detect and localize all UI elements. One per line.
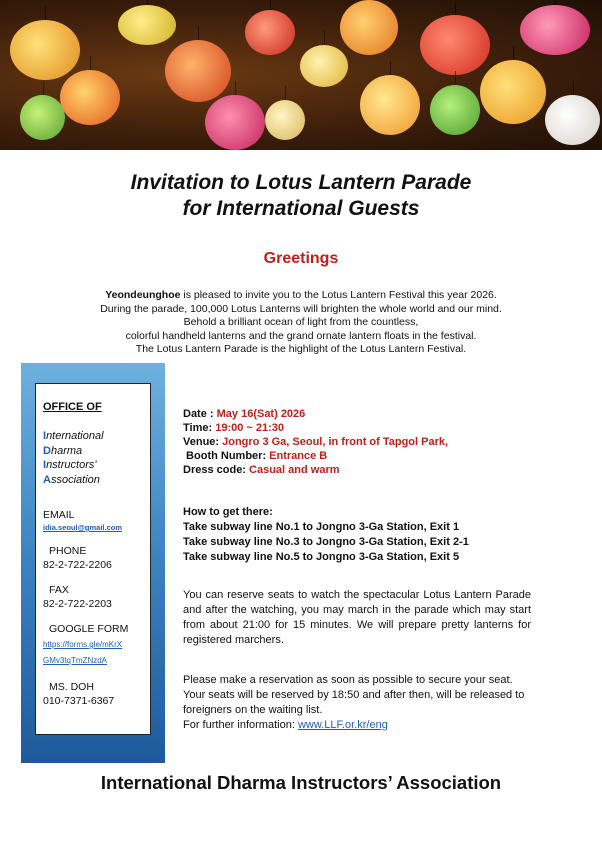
- org-line: [43, 458, 143, 473]
- phone-label: PHONE: [49, 545, 87, 557]
- booth-value: Entrance B: [269, 450, 328, 462]
- date-value: May 16(Sat) 2026: [216, 408, 306, 420]
- office-of-heading: OFFICE OF: [43, 401, 102, 413]
- reservation-paragraph: [183, 673, 531, 733]
- org-line: [43, 444, 143, 459]
- title-line-2: for International Guests: [182, 197, 420, 220]
- contact-person-block: [43, 681, 143, 693]
- org-initial: I: [43, 459, 47, 471]
- phone-value: 82-2-722-2206: [43, 559, 112, 571]
- fax-value: 82-2-722-2203: [43, 598, 112, 610]
- intro-line-1: [0, 289, 602, 303]
- email-block: [43, 509, 143, 532]
- contact-card: [35, 383, 151, 735]
- event-details: [183, 407, 543, 477]
- direction-line: Take subway line No.3 to Jongno 3-Ga Station, Exit 2-1: [183, 536, 469, 548]
- time-row: [183, 421, 543, 435]
- google-form-label: GOOGLE FORM: [49, 623, 129, 635]
- fax-label: FAX: [49, 584, 69, 596]
- time-value: 19:00 ~ 21:30: [215, 422, 285, 434]
- org-line: [43, 473, 143, 488]
- venue-label: Venue:: [183, 436, 223, 448]
- phone-block: [43, 545, 143, 557]
- org-initial: D: [43, 444, 51, 457]
- festival-website-link[interactable]: www.LLF.or.kr/eng: [297, 719, 388, 731]
- further-info-line: [183, 718, 531, 733]
- lantern-banner-image: [0, 0, 602, 150]
- contact-person-name: MS. DOH: [49, 681, 94, 693]
- email-label: EMAIL: [43, 509, 75, 521]
- booth-label: Booth Number:: [183, 450, 270, 462]
- org-initial: A: [43, 473, 51, 486]
- venue-row: [183, 435, 543, 449]
- direction-line: Take subway line No.1 to Jongno 3-Ga Station, Exit 1: [183, 521, 460, 533]
- org-word: harma: [50, 444, 83, 457]
- directions-heading: How to get there:: [183, 506, 273, 518]
- invitation-title: [0, 170, 602, 222]
- email-link[interactable]: idia.seoul@gmail.com: [43, 523, 122, 532]
- dress-code-value: Casual and warm: [249, 464, 340, 476]
- org-word: nstructors': [46, 459, 97, 471]
- intro-line-2: During the parade, 100,000 Lotus Lanterns will brighten the whole world and our mind.: [100, 302, 502, 315]
- intro-line-5: The Lotus Lantern Parade is the highlight of the Lotus Lantern Festival.: [135, 343, 467, 355]
- venue-value: Jongro 3 Ga, Seoul, in front of Tapgol Park,: [222, 436, 449, 448]
- dress-code-row: [183, 463, 543, 477]
- google-form-link[interactable]: [43, 637, 143, 669]
- org-word: nternational: [46, 430, 104, 442]
- intro-line-3: Behold a brilliant ocean of light from the countless,: [183, 316, 419, 328]
- org-initial: I: [43, 430, 47, 442]
- time-label: Time:: [183, 422, 216, 434]
- directions: [183, 505, 543, 565]
- greetings-heading: Greetings: [263, 250, 339, 267]
- reservation-text: Please make a reservation as soon as possible to secure your seat. Your seats will be reserved by 18:50 and after then, will be released to foreigners on the waiting list.: [183, 674, 525, 716]
- contact-person-phone: 010-7371-6367: [43, 695, 115, 707]
- reserve-seats-paragraph: You can reserve seats to watch the spectacular Lotus Lantern Parade and after the watching, you may march in the parade which may start from about 21:00 for 15 minutes. We will prepare pretty lanterns for registered marchers.: [183, 589, 531, 646]
- title-line-1: Invitation to Lotus Lantern Parade: [130, 171, 472, 194]
- festival-name: Yeondeunghoe: [105, 289, 181, 301]
- intro-line-4: colorful handheld lanterns and the grand ornate lantern floats in the festival.: [125, 329, 477, 342]
- google-form-link-line-2: GMv3tqTmZNzdA: [43, 656, 108, 665]
- org-word: ssociation: [50, 473, 100, 486]
- intro-paragraph: [0, 289, 602, 357]
- organization-name: [43, 429, 143, 487]
- intro-line-1-text: is pleased to invite you to the Lotus Lantern Festival this year 2026.: [180, 289, 497, 301]
- fax-block: [43, 584, 143, 596]
- further-info-label: For further information:: [183, 719, 298, 731]
- date-label: Date :: [183, 408, 217, 420]
- booth-row: [183, 449, 543, 463]
- google-form-block: [43, 623, 143, 635]
- date-row: [183, 407, 543, 421]
- google-form-link-line-1: https://forms.gle/mKrX: [43, 640, 123, 649]
- contact-sidebar: [21, 363, 165, 763]
- footer-organization-name: International Dharma Instructors’ Association: [100, 772, 502, 793]
- direction-line: Take subway line No.5 to Jongno 3-Ga Station, Exit 5: [183, 551, 460, 563]
- org-line: [43, 429, 143, 444]
- dress-code-label: Dress code:: [183, 464, 250, 476]
